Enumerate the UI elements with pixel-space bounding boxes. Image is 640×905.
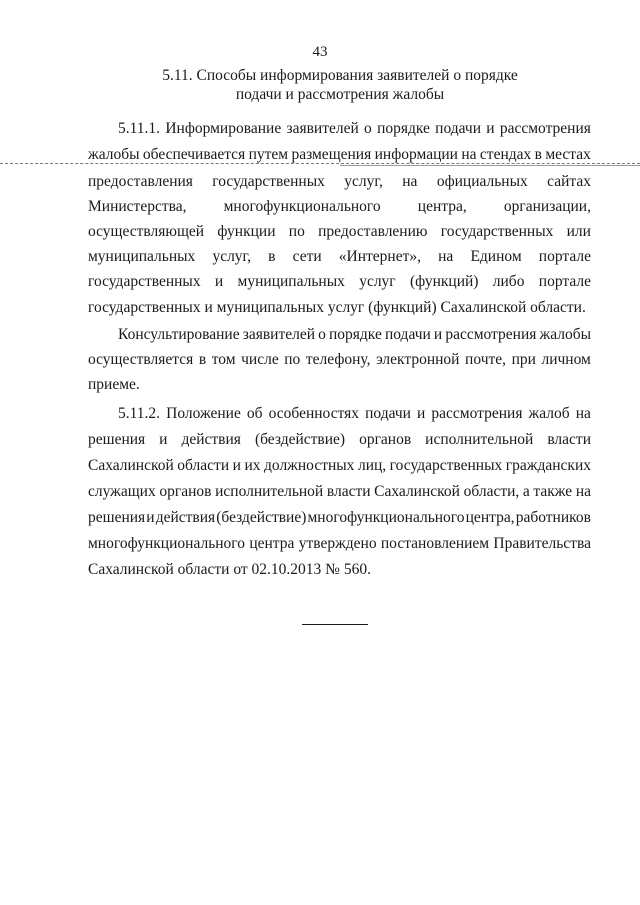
word: центра,	[465, 509, 515, 526]
word: осуществляющей	[88, 223, 205, 240]
word: подачи	[365, 405, 411, 422]
word: должностных	[264, 457, 355, 474]
word: местах	[545, 146, 591, 163]
word: путем	[248, 146, 289, 163]
word: государственных	[389, 457, 503, 474]
p3-line-1	[118, 404, 591, 423]
word: (функций)	[410, 273, 479, 290]
word: и	[417, 405, 426, 422]
word: предоставлению	[318, 223, 428, 240]
word: при	[511, 351, 536, 368]
word: и	[159, 431, 168, 448]
word: заявителей	[242, 326, 316, 343]
word: (бездействие)	[254, 431, 346, 448]
word: том	[211, 351, 236, 368]
p2-line-1	[118, 325, 591, 344]
word: об	[246, 405, 263, 422]
word: Консультирование	[118, 326, 240, 343]
word: обеспечивается	[142, 146, 246, 163]
word: либо	[492, 273, 525, 290]
word: Министерства,	[88, 198, 187, 215]
p3-line-5	[88, 508, 591, 527]
word: рассмотрения	[445, 326, 537, 343]
word: в	[198, 351, 207, 368]
heading-line-2: подачи и рассмотрения жалобы	[235, 86, 445, 103]
p1-line-8: государственных и муниципальных услуг (функций) Сахалинской области.	[88, 299, 586, 316]
word: телефону,	[305, 351, 371, 368]
word: многофункционального	[307, 509, 465, 526]
word: рассмотрения	[431, 405, 523, 422]
word: 5.11.2.	[118, 405, 161, 422]
word: государственных	[88, 273, 201, 290]
word: порядке	[377, 120, 430, 137]
word: Сахалинской	[374, 483, 460, 500]
page-number: 43	[312, 44, 328, 60]
word: или	[566, 223, 591, 240]
word: Правительства	[493, 535, 591, 552]
word: почте,	[465, 351, 507, 368]
word: на	[575, 405, 591, 422]
word: органов	[159, 483, 212, 500]
p1-line-3	[88, 172, 591, 191]
word: и	[214, 273, 224, 290]
word: организации,	[503, 198, 591, 215]
word: на	[461, 146, 477, 163]
p1-line-1	[118, 119, 591, 138]
word: Сахалинской	[88, 457, 174, 474]
word: предоставления	[88, 173, 193, 190]
word: решения	[88, 431, 146, 448]
word: муниципальных	[237, 273, 345, 290]
word: власти	[547, 431, 591, 448]
p2-line-3: приеме.	[88, 376, 140, 393]
word: многофункционального	[223, 198, 381, 215]
word: о	[364, 120, 372, 137]
p1-line-6	[88, 247, 591, 266]
word: и	[232, 457, 241, 474]
word: услуг,	[344, 173, 383, 190]
word: на	[438, 248, 454, 265]
p3-line-3	[88, 456, 591, 475]
word: информации	[374, 146, 458, 163]
word: сайтах	[547, 173, 591, 190]
word: на	[575, 483, 591, 500]
word: портале	[538, 248, 591, 265]
word: работников	[515, 509, 591, 526]
scan-artifact-line-solid	[340, 165, 640, 166]
word: размещения	[291, 146, 372, 163]
word: в	[268, 248, 276, 265]
p1-line-2	[88, 145, 591, 164]
word: «Интернет»,	[338, 248, 421, 265]
word: действия	[181, 431, 241, 448]
word: электронной	[376, 351, 460, 368]
word: подачи	[435, 120, 482, 137]
word: заявителей	[286, 120, 359, 137]
p3-line-2	[88, 430, 591, 449]
word: по	[288, 223, 305, 240]
word: подачи	[384, 326, 431, 343]
p1-line-4	[88, 197, 591, 216]
word: по	[284, 351, 301, 368]
word: их	[244, 457, 261, 474]
p2-line-2	[88, 350, 591, 369]
word: муниципальных	[88, 248, 196, 265]
word: числе	[241, 351, 279, 368]
word: исполнительной	[425, 431, 534, 448]
word: функции	[217, 223, 276, 240]
word: исполнительной	[215, 483, 324, 500]
word: рассмотрения	[499, 120, 591, 137]
word: утверждено	[298, 535, 377, 552]
p3-line-4	[88, 482, 591, 501]
word: на	[402, 173, 418, 190]
word: портале	[538, 273, 591, 290]
word: личном	[541, 351, 591, 368]
word: сети	[292, 248, 322, 265]
word: государственных	[440, 223, 554, 240]
word: особенностях	[268, 405, 360, 422]
word: власти	[326, 483, 371, 500]
word: в	[534, 146, 542, 163]
word: действия	[155, 509, 216, 526]
word: лиц,	[357, 457, 387, 474]
word: 5.11.1.	[118, 120, 161, 137]
word: о	[318, 326, 326, 343]
end-of-section-rule	[302, 624, 368, 625]
word: органов	[359, 431, 412, 448]
word: Информирование	[165, 120, 282, 137]
word: жалобы	[88, 146, 140, 163]
word: постановлением	[380, 535, 490, 552]
word: осуществляется	[88, 351, 194, 368]
word: Едином	[470, 248, 522, 265]
word: услуг	[359, 273, 396, 290]
p1-line-7	[88, 272, 591, 291]
word: жалоб	[528, 405, 570, 422]
word: области	[177, 457, 230, 474]
word: а	[522, 483, 530, 500]
p3-line-6	[88, 534, 591, 553]
word: области,	[463, 483, 520, 500]
scan-artifact-line	[0, 163, 640, 164]
word: (бездействие)	[216, 509, 307, 526]
word: служащих	[88, 483, 156, 500]
word: гражданских	[505, 457, 591, 474]
heading-line-1: 5.11. Способы информирования заявителей о порядке	[162, 67, 518, 84]
word: многофункционального	[88, 535, 246, 552]
word: также	[533, 483, 573, 500]
section-heading	[60, 66, 620, 104]
word: официальных	[436, 173, 528, 190]
p1-line-5	[88, 222, 591, 241]
word: Положение	[166, 405, 241, 422]
word: государственных	[212, 173, 325, 190]
word: и	[433, 326, 443, 343]
word: центра	[249, 535, 295, 552]
word: стендах	[479, 146, 532, 163]
p3-line-7: Сахалинской области от 02.10.2013 № 560.	[88, 561, 371, 578]
word: решения	[88, 509, 146, 526]
word: услуг,	[212, 248, 252, 265]
word: жалобы	[539, 326, 591, 343]
word: порядке	[329, 326, 382, 343]
word: и	[486, 120, 495, 137]
word: центра,	[417, 198, 467, 215]
word: и	[146, 509, 155, 526]
